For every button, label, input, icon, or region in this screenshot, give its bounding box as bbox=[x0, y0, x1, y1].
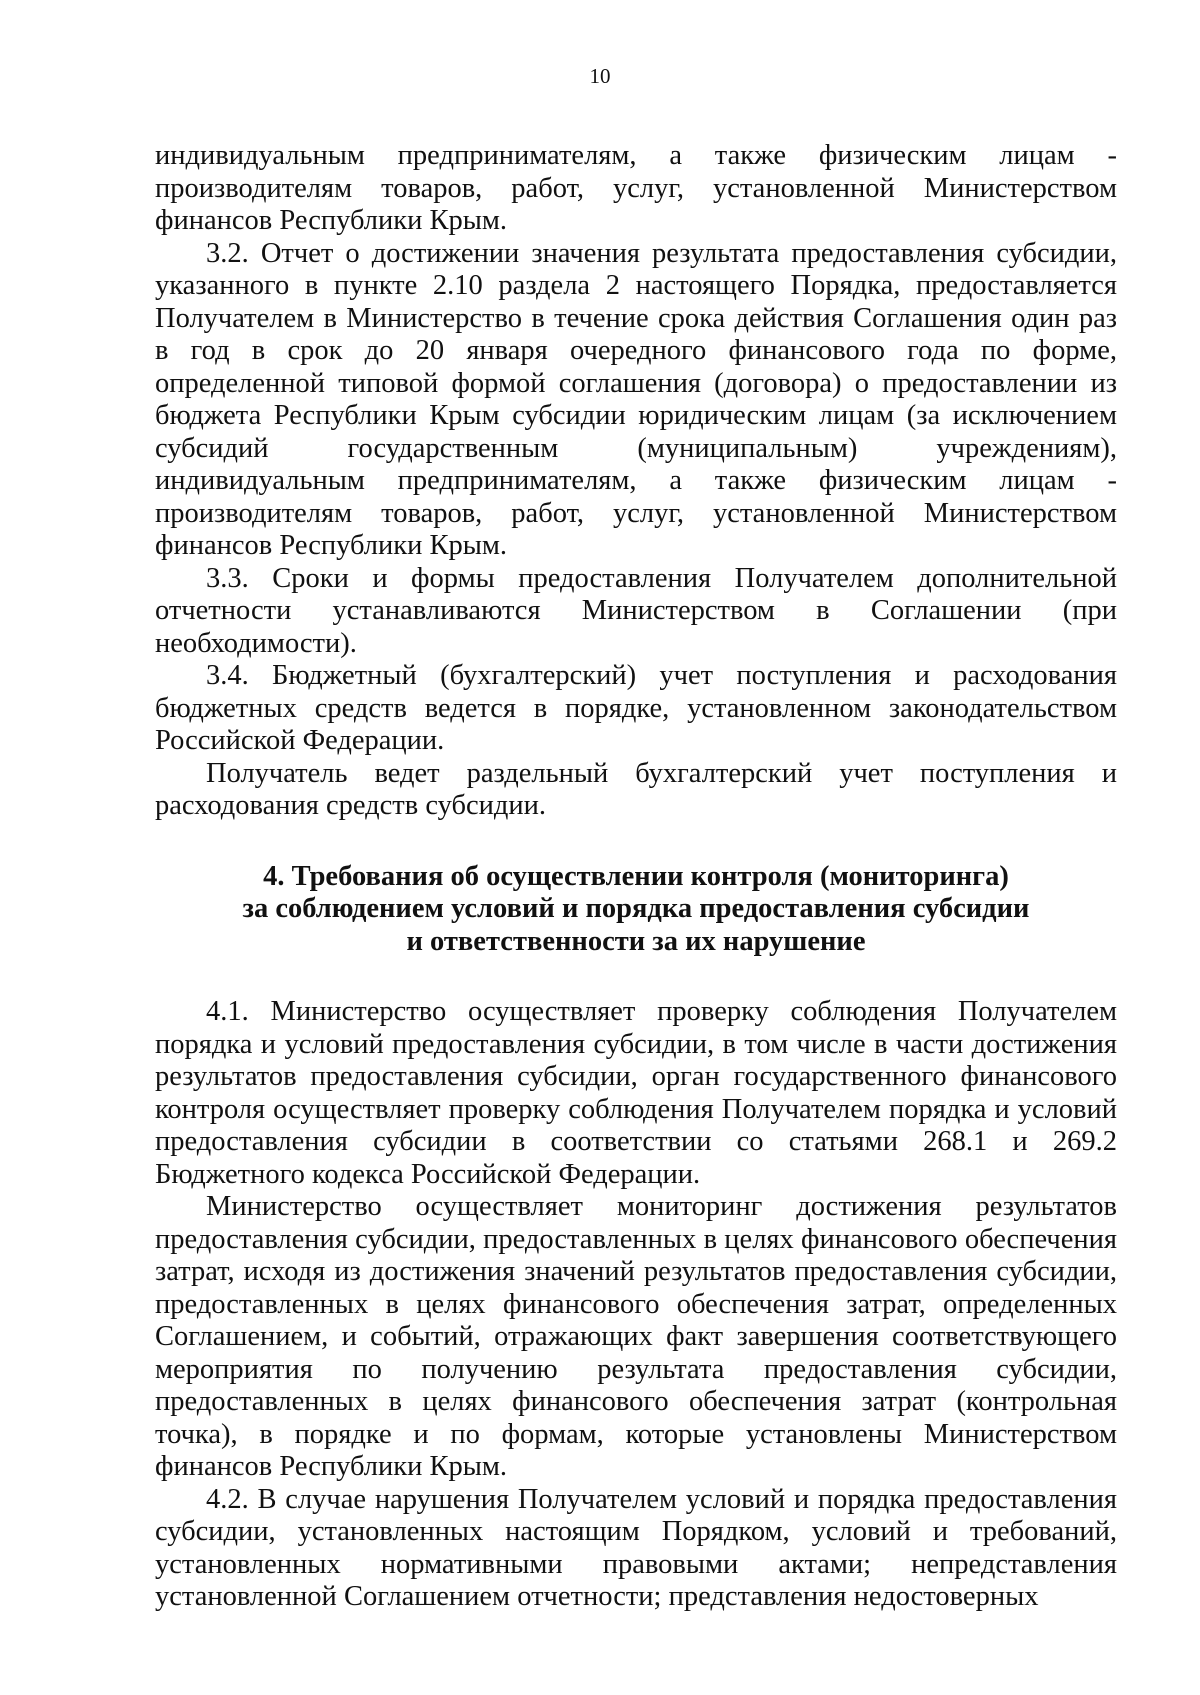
paragraph-monitoring: Министерство осуществляет мониторинг достижения результатов предоставления субсидии, предоставленных в целях финансового обеспечения затрат, исходя из достижения значений результатов предоставления субсидии, предоставленных в целях финансового обеспечения затрат, определенных Соглашением, и событий, отражающих факт завершения соответствующего мероприятия по получению результата предоставления субсидии, предоставленных в целях финансового обеспечения затрат (контрольная точка), в порядке и по формам, которые установлены Министерством финансов Республики Крым. bbox=[155, 1191, 1117, 1482]
paragraph-continuation: индивидуальным предпринимателям, а также физическим лицам - производителям товаров, работ, услуг, установленной Министерством финансов Республики Крым. bbox=[155, 140, 1117, 236]
section-heading-line: за соблюдением условий и порядка предоставления субсидии bbox=[242, 893, 1030, 924]
section-heading-line: 4. Требования об осуществлении контроля (мониторинга) bbox=[263, 860, 1009, 892]
paragraph-4-1: 4.1. Министерство осуществляет проверку соблюдения Получателем порядка и условий предоставления субсидии, в том числе в части достижения результатов предоставления субсидии, орган государственного финансового контроля осуществляет проверку соблюдения Получателем порядка и условий предоставления субсидии в соответствии со статьями 268.1 и 269.2 Бюджетного кодекса Российской Федерации. bbox=[155, 996, 1117, 1190]
paragraph-3-2: 3.2. Отчет о достижении значения результата предоставления субсидии, указанного в пункте 2.10 раздела 2 настоящего Порядка, предоставляется Получателем в Министерство в течение срока действия Соглашения один раз в год в срок до 20 января очередного финансового года по форме, определенной типовой формой соглашения (договора) о предоставлении из бюджета Республики Крым субсидии юридическим лицам (за исключением субсидий государственным (муниципальным) учреждениям), индивидуальным предпринимателям, а также физическим лицам - производителям товаров, работ, услуг, установленной Министерством финансов Республики Крым. bbox=[155, 237, 1117, 561]
document-body bbox=[155, 140, 1117, 1614]
section-heading-line: и ответственности за их нарушение bbox=[406, 925, 866, 957]
section-4-heading bbox=[155, 861, 1117, 959]
paragraph-4-2: 4.2. В случае нарушения Получателем условий и порядка предоставления субсидии, установленных настоящим Порядком, условий и требований, установленных нормативными правовыми актами; непредставления установленной Соглашением отчетности; представления недостоверных bbox=[155, 1483, 1117, 1612]
paragraph-3-4: 3.4. Бюджетный (бухгалтерский) учет поступления и расходования бюджетных средств ведется в порядке, установленном законодательством Российской Федерации. bbox=[155, 660, 1117, 756]
page-number: 10 bbox=[589, 64, 611, 88]
paragraph-separate-accounting: Получатель ведет раздельный бухгалтерский учет поступления и расходования средств субсидии. bbox=[155, 757, 1117, 821]
paragraph-3-3: 3.3. Сроки и формы предоставления Получателем дополнительной отчетности устанавливаются Министерством в Соглашении (при необходимости). bbox=[155, 562, 1117, 659]
